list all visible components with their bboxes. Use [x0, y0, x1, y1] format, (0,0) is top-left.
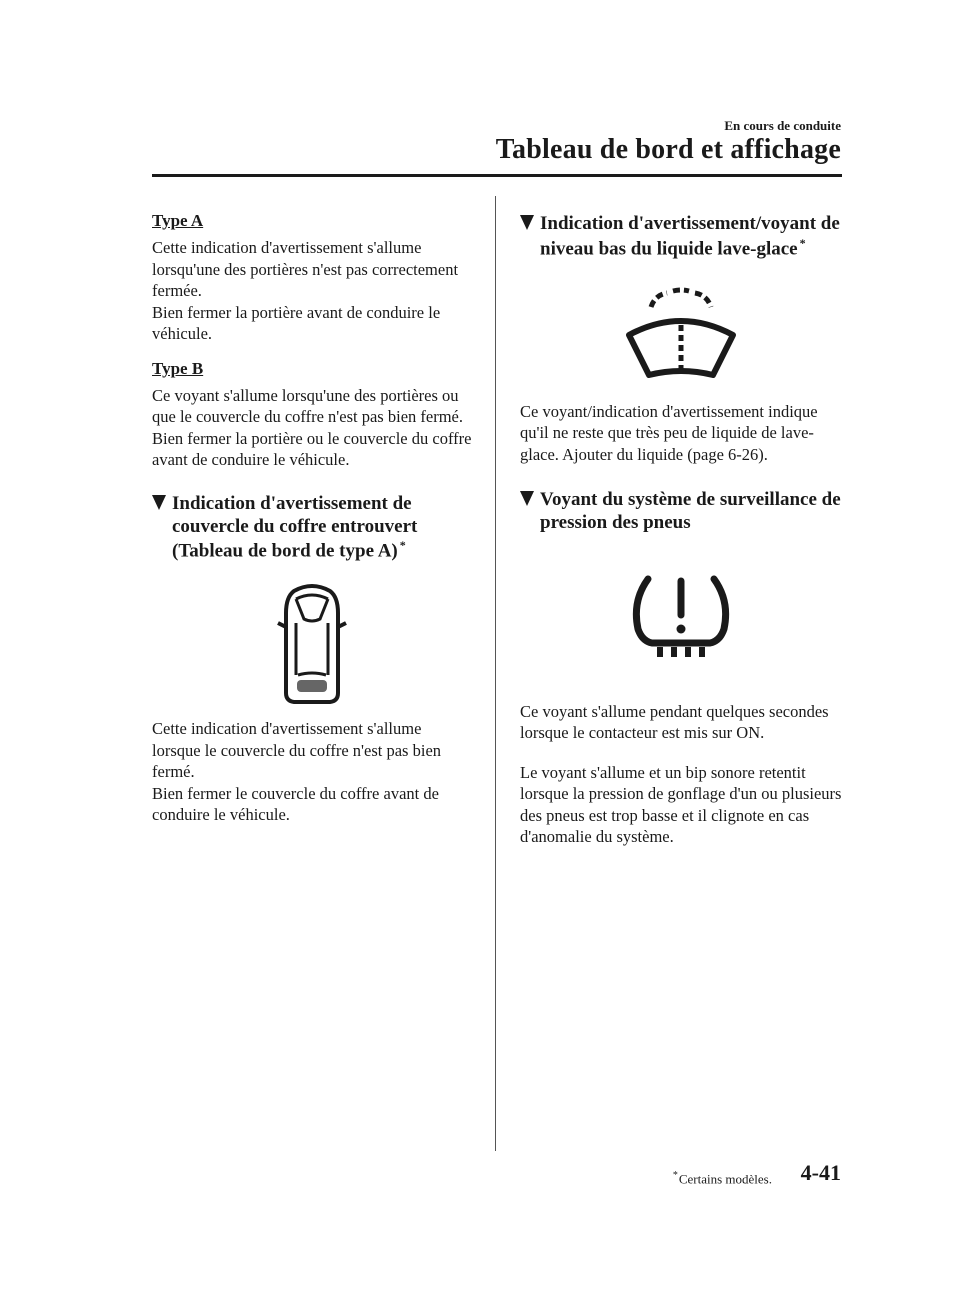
tpms-text-1: Ce voyant s'allume pendant quelques secondes lorsque le contacteur est mis sur ON.: [520, 701, 829, 743]
triangle-marker-icon: [152, 495, 166, 510]
star-marker: *: [799, 235, 806, 250]
left-column: [152, 211, 472, 826]
washer-heading-text: Indication d'avertissement/voyant de niveau bas du liquide lave-glace: [540, 213, 840, 260]
trunk-open-car-icon: [152, 583, 472, 708]
page-title: Tableau de bord et affichage: [495, 134, 841, 165]
trunk-heading: [152, 493, 472, 564]
tpms-heading-text: Voyant du système de surveillance de pression des pneus: [540, 489, 841, 534]
type-b-text: Ce voyant s'allume lorsqu'une des portières ou que le couvercle du coffre n'est pas bien fermé. Bien fermer la portière ou le couvercle du coffre avant de conduire le véhicule.: [152, 385, 472, 470]
tpms-heading: [520, 489, 842, 535]
triangle-marker-icon: [520, 491, 534, 506]
type-b-heading: Type B: [152, 358, 204, 378]
column-divider: [495, 196, 496, 1151]
header-rule: [152, 174, 842, 177]
washer-text: Ce voyant/indication d'avertissement indique qu'il ne reste que très peu de liquide de lave-glace. Ajouter du liquide (page 6-26).: [520, 401, 818, 464]
footnote: [671, 1170, 772, 1187]
trunk-text: Cette indication d'avertissement s'allume lorsque le couvercle du coffre n'est pas bien fermé. Bien fermer le couvercle du coffre avant de conduire le véhicule.: [152, 719, 442, 825]
washer-heading: [520, 213, 842, 261]
type-a-text: Cette indication d'avertissement s'allume lorsqu'une des portières n'est pas correctement fermée. Bien fermer la portière avant de conduire le véhicule.: [152, 238, 459, 344]
footnote-star: *: [672, 1170, 678, 1181]
type-a-heading: Type A: [152, 211, 204, 230]
triangle-marker-icon: [520, 215, 534, 230]
right-column: [520, 213, 842, 847]
star-marker: *: [399, 538, 406, 553]
section-label: En cours de conduite: [724, 118, 841, 133]
tpms-text-2: Le voyant s'allume et un bip sonore retentit lorsque la pression de gonflage d'un ou plusieurs des pneus est trop basse et il clignote en cas d'anomalie du système.: [520, 762, 842, 847]
footnote-text: Certains modèles.: [678, 1171, 772, 1187]
trunk-heading-text: Indication d'avertissement de couvercle du coffre entrouvert (Tableau de bord de type A): [172, 492, 418, 562]
page-number: 4-41: [800, 1160, 841, 1185]
washer-fluid-icon: [520, 285, 842, 385]
tire-pressure-icon: [520, 571, 842, 671]
